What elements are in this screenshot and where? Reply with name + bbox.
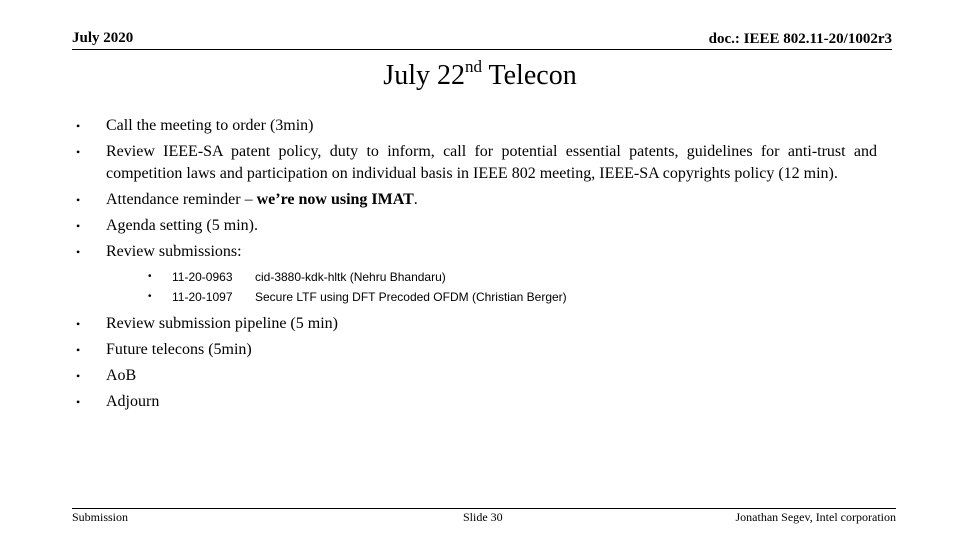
bullet-icon: • [76, 317, 81, 331]
agenda-item-text: Adjourn [106, 393, 160, 410]
bullet-icon: • [76, 369, 81, 383]
title-prefix: July 22 [383, 60, 465, 91]
agenda-item-text: Review submission pipeline (5 min) [106, 315, 338, 332]
agenda-item-pipeline [72, 313, 877, 335]
submission-title: Secure LTF using DFT Precoded OFDM (Christian Berger) [255, 290, 567, 304]
bullet-icon: • [148, 271, 152, 282]
title-superscript: nd [464, 56, 482, 76]
bullet-icon: • [76, 193, 81, 207]
bullet-icon: • [76, 245, 81, 259]
footer-divider [72, 508, 896, 509]
header-date: July 2020 [72, 30, 134, 46]
footer-author: Jonathan Segev, Intel corporation [735, 510, 896, 524]
imat-emphasis: we’re now using IMAT [256, 191, 414, 208]
bullet-icon: • [148, 291, 152, 302]
agenda-item-text: Agenda setting (5 min). [106, 217, 258, 234]
agenda-item-text: AoB [106, 367, 137, 384]
agenda-list [72, 115, 877, 413]
agenda-item-text: Call the meeting to order (3min) [106, 117, 314, 134]
header-divider [72, 49, 892, 50]
agenda-item-text: Attendance reminder – [106, 191, 257, 208]
submission-number: 11-20-0963 [172, 270, 233, 284]
submission-item [106, 287, 877, 307]
agenda-item-text: Review IEEE-SA patent policy, duty to inform, call for potential essential patents, guidelines for anti-trust and competition laws and participation on individual basis in IEEE 802 meeting, IEEE-SA copyrights policy (12 min). [106, 143, 877, 182]
header-doc-id: doc.: IEEE 802.11-20/1002r3 [708, 31, 892, 47]
agenda-item-text: Future telecons (5min) [106, 341, 252, 358]
agenda-item-aob [72, 365, 877, 387]
agenda-item-text: Review submissions: [106, 243, 242, 260]
agenda-item-period: . [413, 191, 418, 208]
footer-slide-number: Slide 30 [463, 510, 503, 524]
bullet-icon: • [76, 145, 81, 159]
submission-number: 11-20-1097 [172, 290, 233, 304]
bullet-icon: • [76, 219, 81, 233]
submissions-list [106, 267, 877, 307]
agenda-item-attendance [72, 189, 877, 211]
agenda-item-future-telecons [72, 339, 877, 361]
bullet-icon: • [76, 119, 81, 133]
bullet-icon: • [76, 395, 81, 409]
bullet-icon: • [76, 343, 81, 357]
agenda-item-review-submissions [72, 241, 877, 307]
agenda-item-patent-policy [72, 141, 877, 185]
agenda-item-adjourn [72, 391, 877, 413]
submission-item [106, 267, 877, 287]
agenda-item-agenda-setting [72, 215, 877, 237]
submission-title: cid-3880-kdk-hltk (Nehru Bhandaru) [255, 270, 446, 284]
title-suffix: Telecon [481, 60, 577, 91]
footer-submission: Submission [72, 510, 129, 524]
slide-title [0, 56, 960, 92]
agenda-item-call-to-order [72, 115, 877, 137]
